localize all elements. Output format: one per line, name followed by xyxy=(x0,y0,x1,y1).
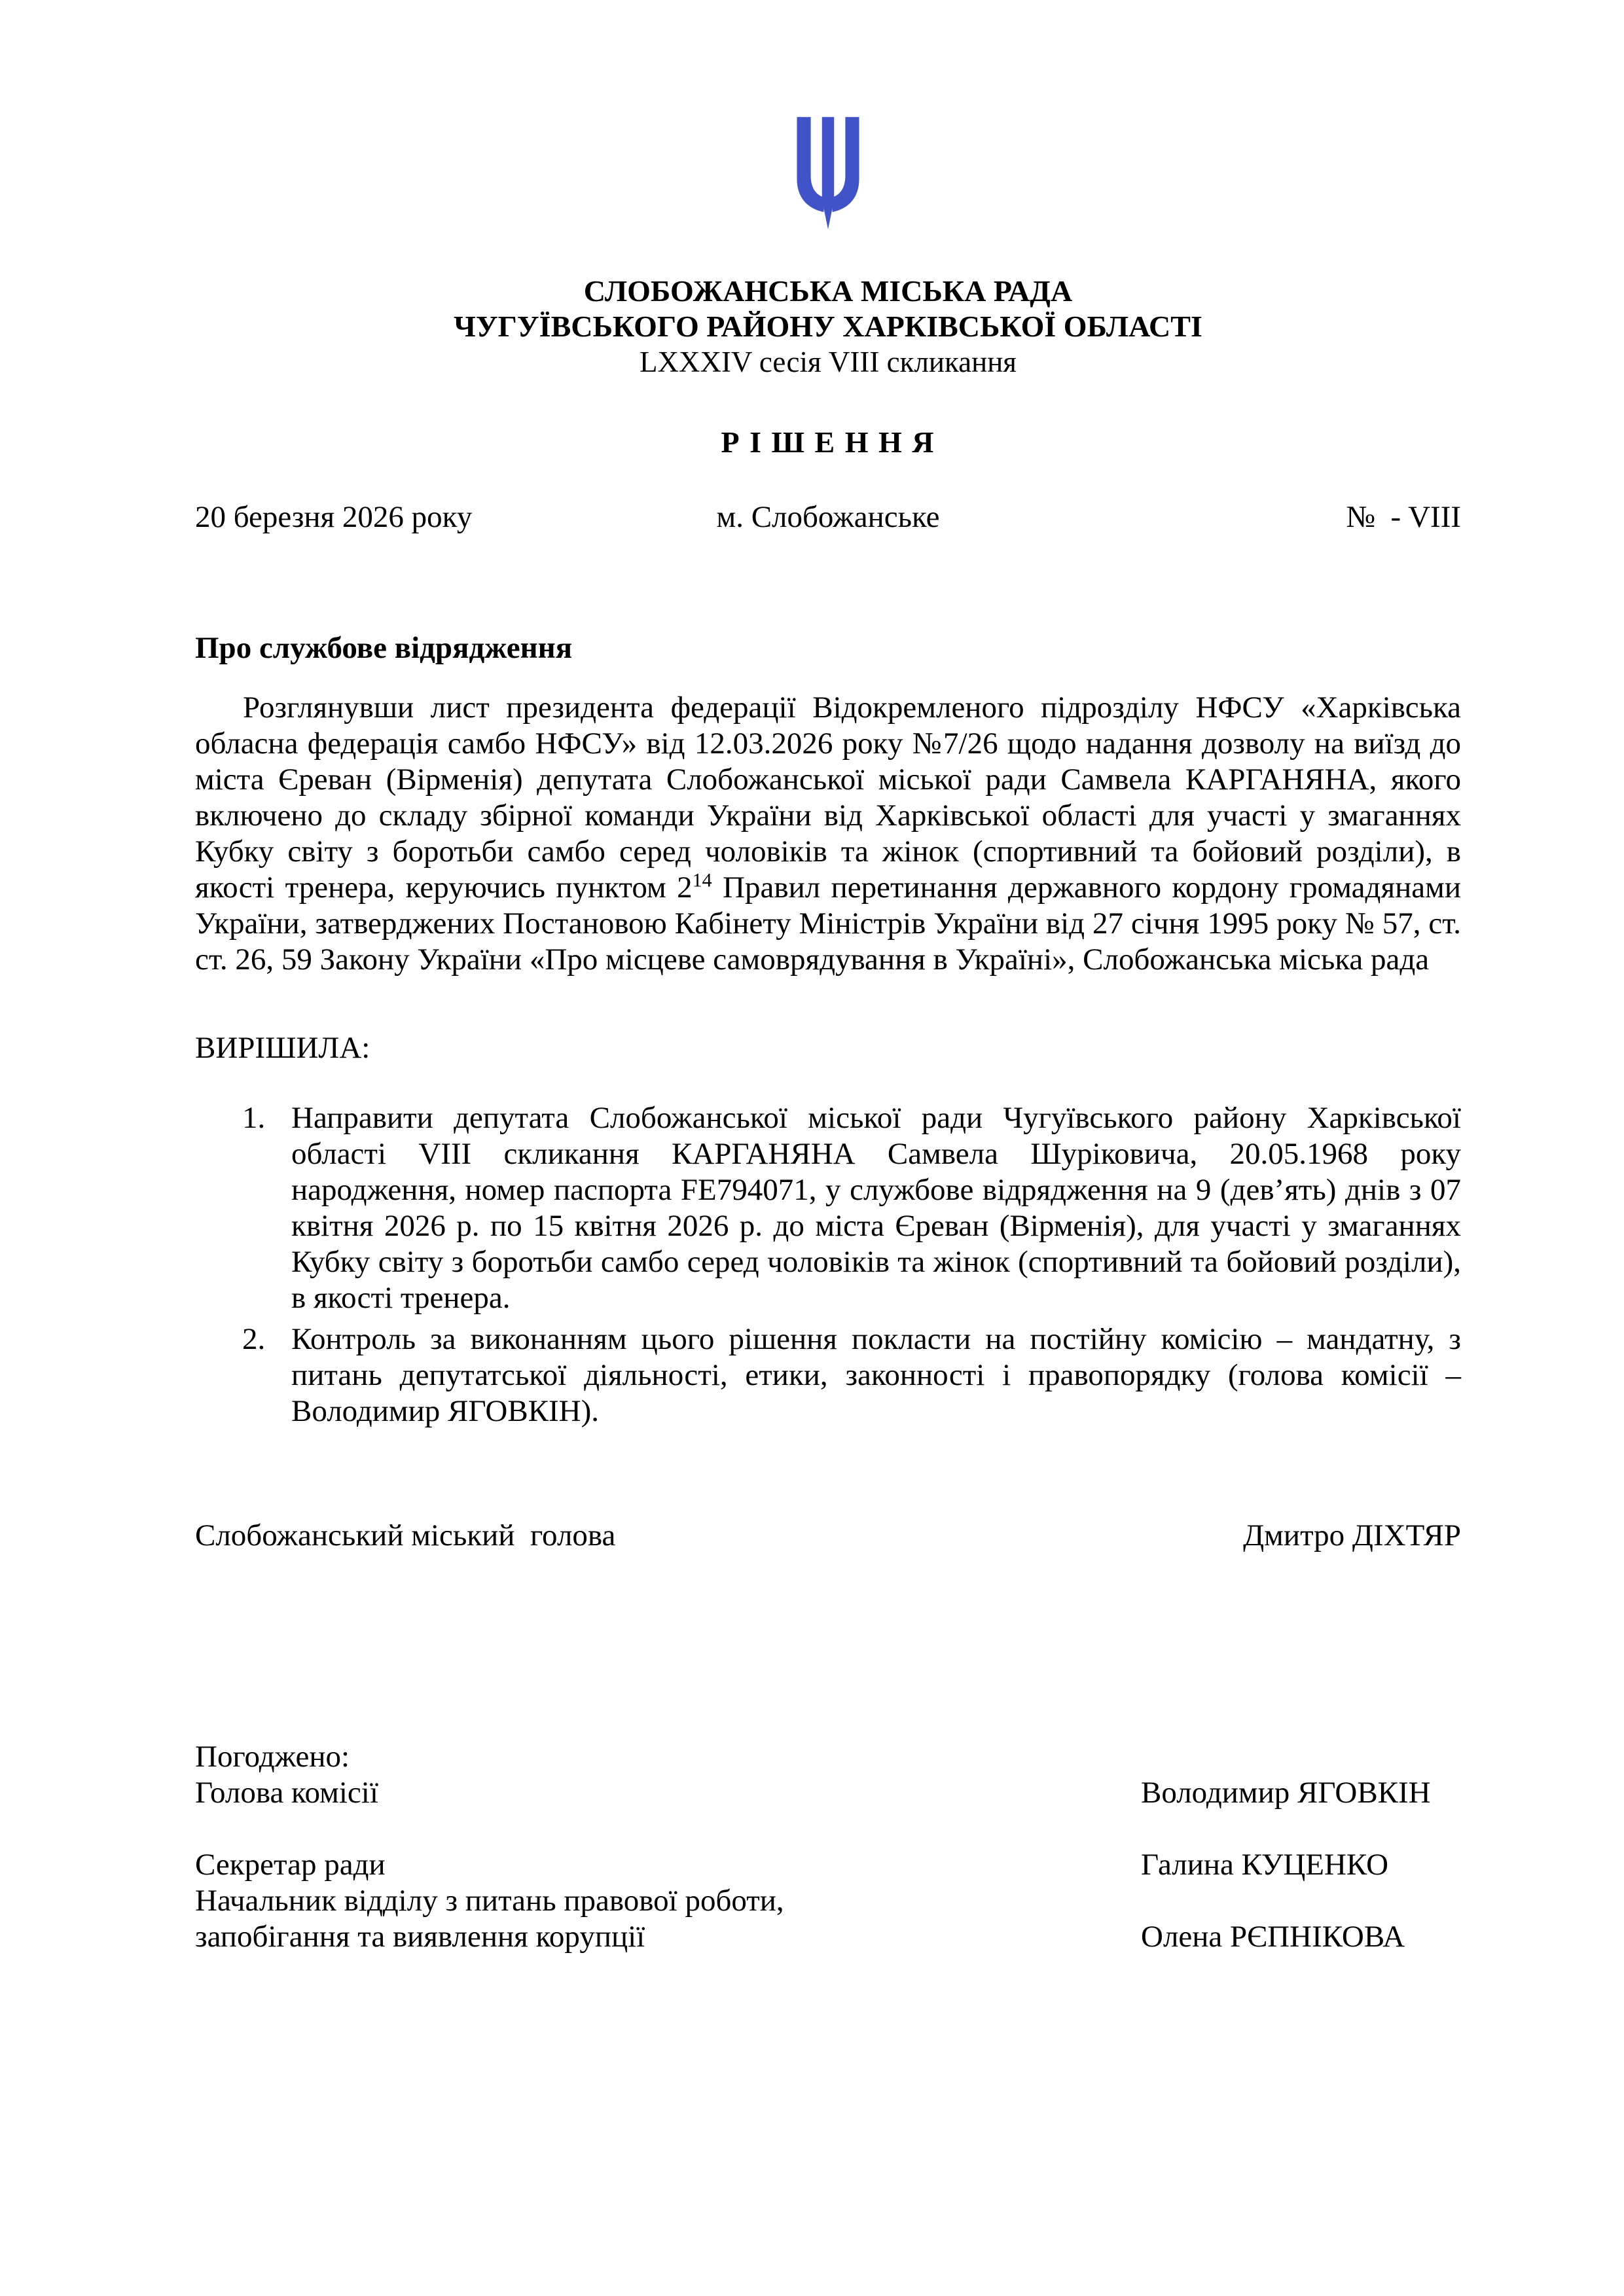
approval-row xyxy=(195,1919,1461,1955)
list-item-text: Контроль за виконанням цього рішення покласти на постійну комісію – мандатну, з питань депутатської діяльності, етики, законності і правопорядку (голова комісії – Володимир ЯГОВКІН). xyxy=(291,1322,1461,1428)
preamble-superscript: 14 xyxy=(692,869,712,891)
preamble-part2: Правил перетинання державного кордону громадянами України, затверджених Постановою Кабінету Міністрів України від 27 січня 1995 року № 57, ст. ст. 26, 59 Закону України «Про місцеве самоврядування в Україні», Слобожанська міська рада xyxy=(195,870,1461,977)
document-subject: Про службове відрядження xyxy=(195,631,573,665)
approver-title: Голова комісії xyxy=(195,1776,378,1810)
approval-row xyxy=(195,1847,1461,1883)
document-date: 20 березня 2026 року xyxy=(195,500,473,534)
org-name-line1: СЛОБОЖАНСЬКА МІСЬКА РАДА xyxy=(583,274,1073,308)
signer-title: Слобожанський міський голова xyxy=(195,1518,616,1552)
list-item xyxy=(195,1100,1461,1316)
approver-name: Галина КУЦЕНКО xyxy=(1141,1848,1389,1882)
list-item-number: 1. xyxy=(242,1101,266,1135)
meta-row xyxy=(195,499,1461,535)
emblem-container xyxy=(195,115,1461,245)
resolution-list xyxy=(195,1100,1461,1429)
session-line: LXXXIV сесія VIII скликання xyxy=(639,346,1017,378)
resolved-label: ВИРІШИЛА: xyxy=(195,1031,370,1065)
approvals-block xyxy=(195,1739,1461,1955)
approval-row xyxy=(195,1775,1461,1811)
preamble-part1: Розглянувши лист президента федерації Відокремленого підрозділу НФСУ «Харківська обласна федерація самбо НФСУ» від 12.03.2026 року №7/26 щодо надання дозволу на виїзд до міста Єреван (Вірменія) депутата Слобожанської міської ради Самвела КАРГАНЯНА, якого включено до складу збірної команди України від Харківської області для участі у змаганнях Кубку світу з боротьби самбо серед чоловіків та жінок (спортивний та бойовий розділи), в якості тренера, керуючись пунктом 2 xyxy=(195,691,1461,905)
document-type-title: Р І Ш Е Н Н Я xyxy=(721,425,935,459)
approver-title-line2: запобігання та виявлення корупції xyxy=(195,1920,645,1954)
approver-title-line1: Начальник відділу з питань правової роботи, xyxy=(195,1884,784,1918)
list-item xyxy=(195,1321,1461,1429)
document-place: м. Слобожанське xyxy=(716,500,940,534)
signature-row xyxy=(195,1518,1461,1554)
spacer xyxy=(195,1811,1461,1847)
org-name-line2: ЧУГУЇВСЬКОГО РАЙОНУ ХАРКІВСЬКОЇ ОБЛАСТІ xyxy=(454,310,1202,343)
document-number: № - VIII xyxy=(1346,500,1462,534)
approval-row xyxy=(195,1883,1461,1919)
preamble-paragraph xyxy=(195,690,1461,978)
signer-name: Дмитро ДІХТЯР xyxy=(1243,1518,1461,1552)
approvals-label: Погоджено: xyxy=(195,1740,350,1774)
list-item-text: Направити депутата Слобожанської міської ради Чугуївського району Харківської області VIII скликання КАРГАНЯНА Самвела Шуріковича, 20.05.1968 року народження, номер паспорта FE794071, у службове відрядження на 9 (дев’ять) днів з 07 квітня 2026 р. по 15 квітня 2026 р. до міста Єреван (Вірменія), для участі у змаганнях Кубку світу з боротьби самбо серед чоловіків та жінок (спортивний та бойовий розділи), в якості тренера. xyxy=(291,1101,1461,1315)
approver-title: Секретар ради xyxy=(195,1848,386,1882)
approver-name: Олена РЄПНІКОВА xyxy=(1141,1920,1405,1954)
approver-name: Володимир ЯГОВКІН xyxy=(1141,1776,1431,1810)
tryzub-coat-of-arms-icon xyxy=(785,115,871,245)
list-item-number: 2. xyxy=(242,1322,266,1356)
